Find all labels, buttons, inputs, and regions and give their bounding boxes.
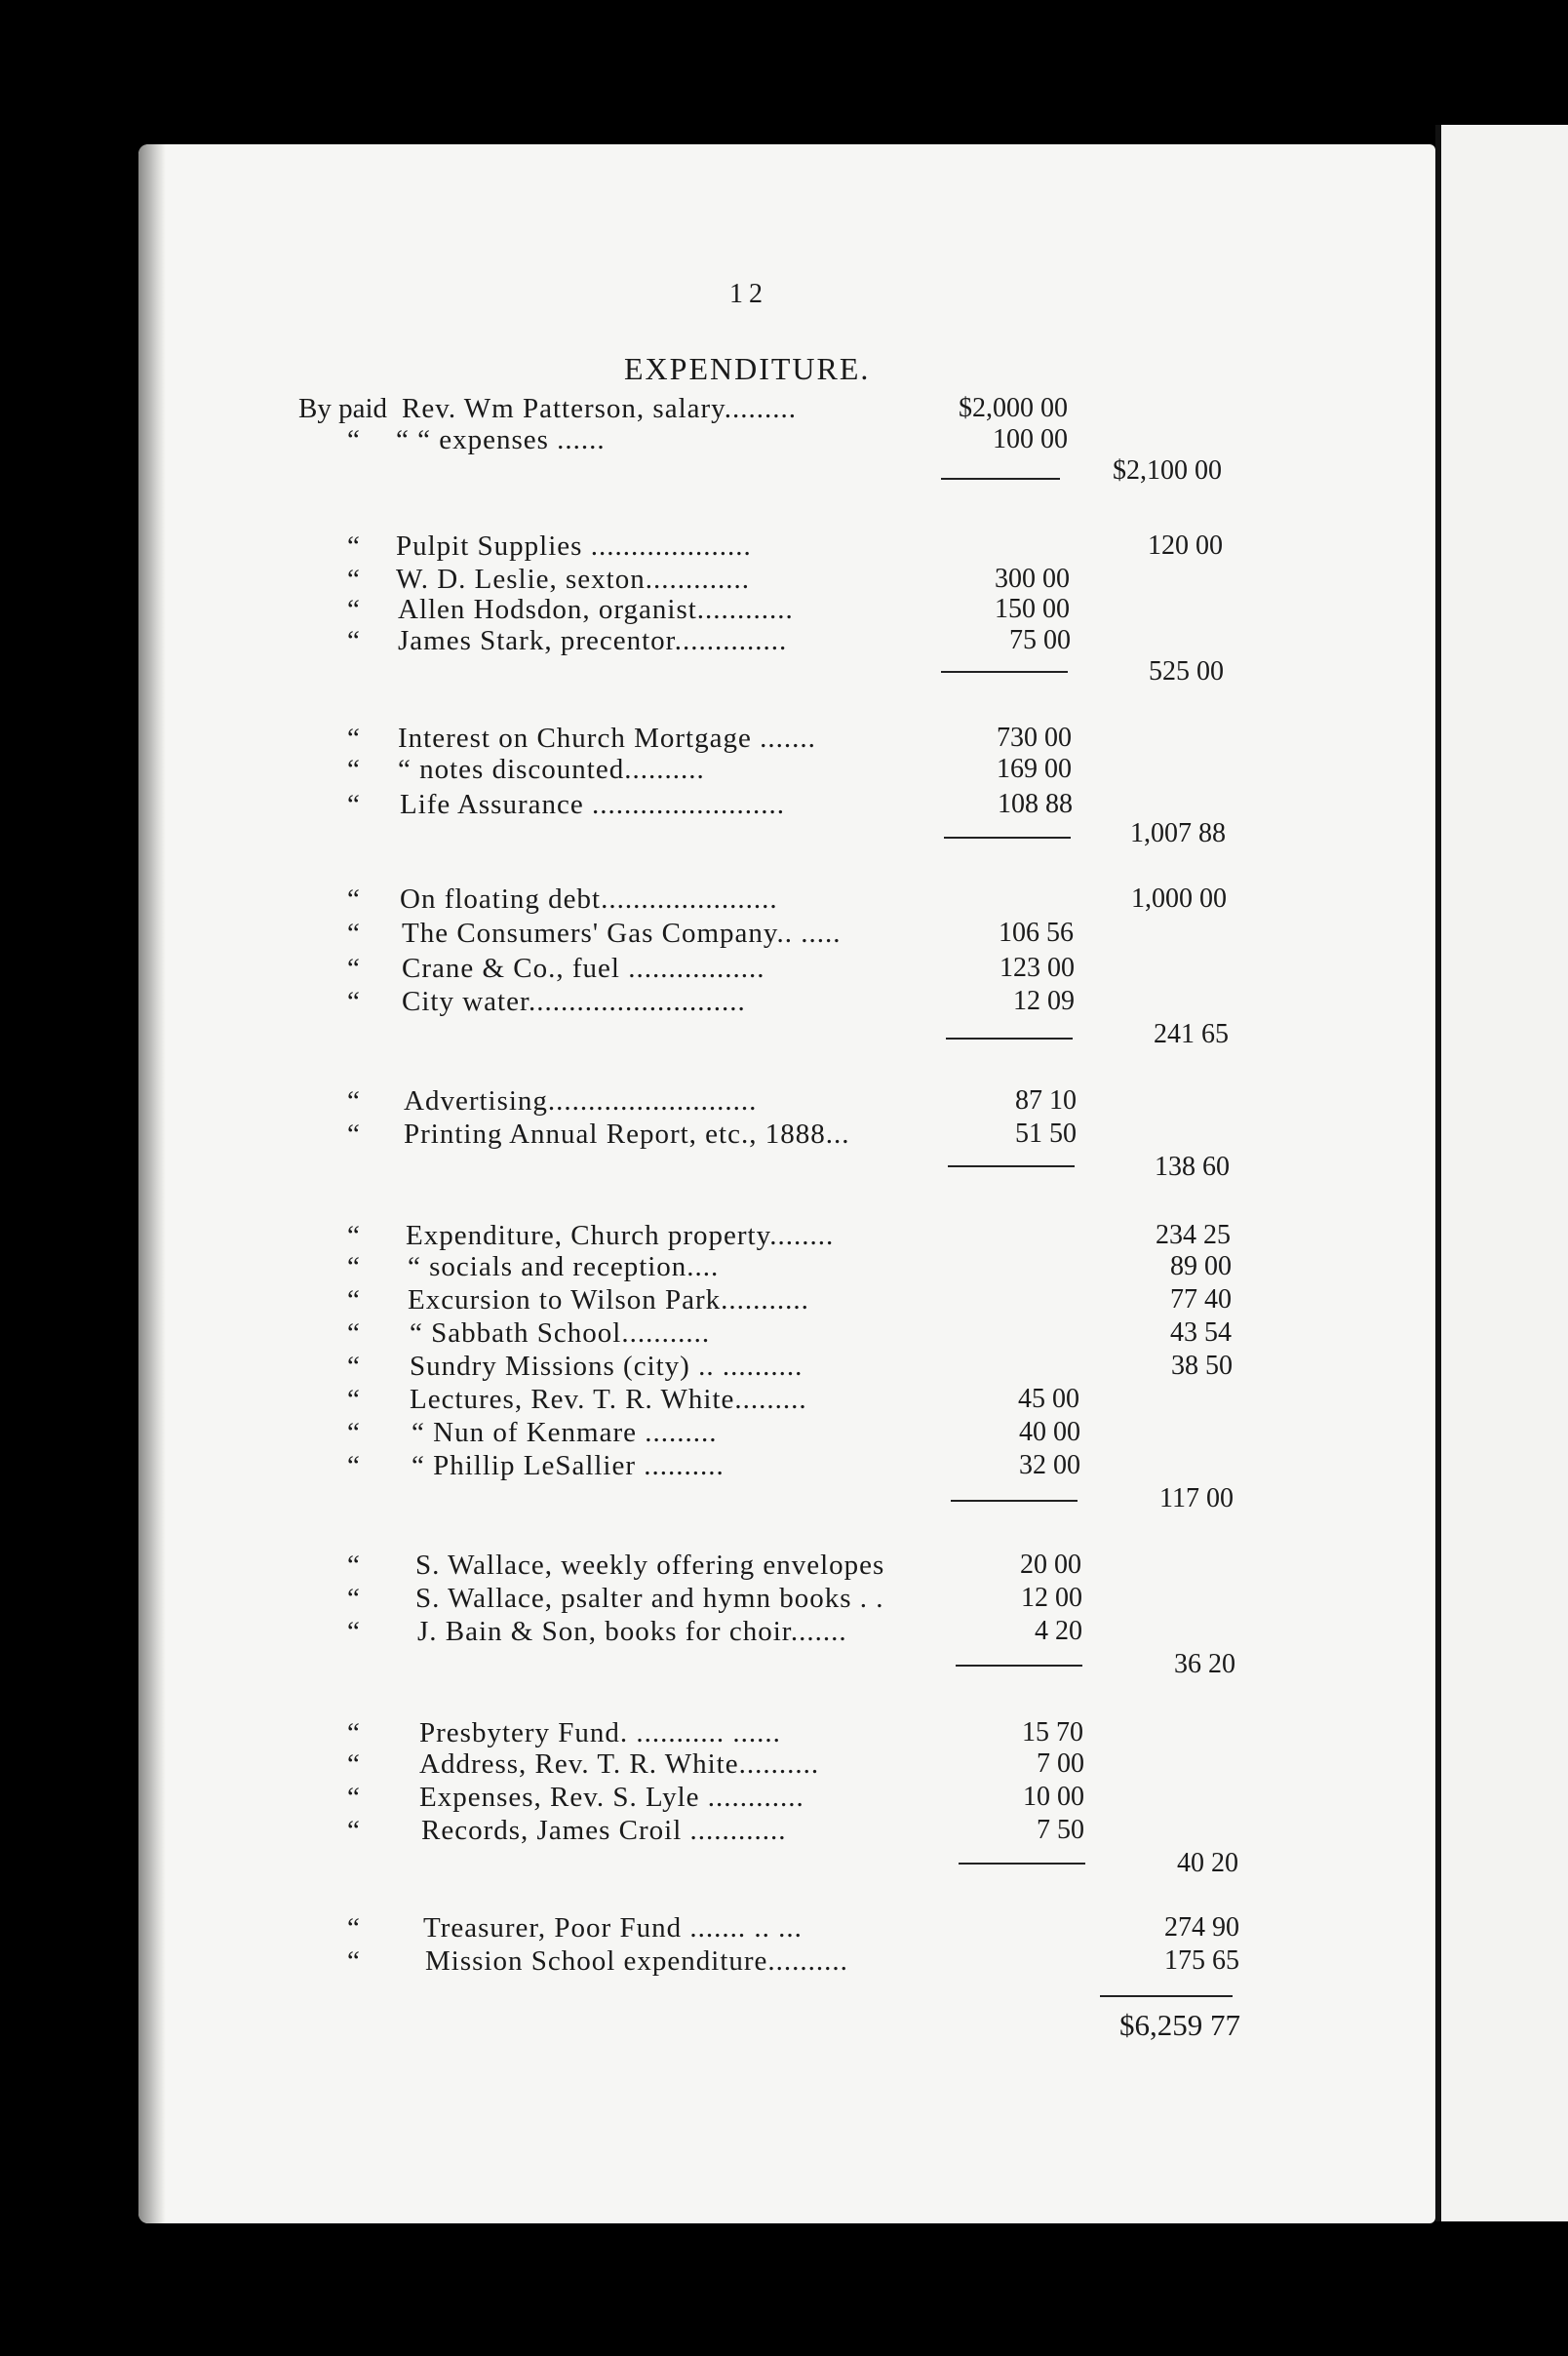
line-item-label: Rev. Wm Patterson, salary......... [402,393,798,424]
line-item-label: S. Wallace, weekly offering envelopes [415,1550,885,1581]
item-amount: 15 70 [1022,1717,1083,1747]
ditto-mark: “ [347,1384,360,1415]
ditto-mark: “ [347,1251,360,1282]
line-item-label: Life Assurance ........................ [400,789,785,820]
subtotal-rule [959,1863,1085,1865]
line-item-label: Expenses, Rev. S. Lyle ............ [419,1782,804,1813]
ditto-mark: “ [347,1119,360,1150]
item-amount: 32 00 [1019,1450,1080,1480]
line-item-label: “ notes discounted.......... [398,754,705,785]
grand-total: $6,259 77 [1119,2008,1240,2042]
ditto-mark: “ [347,1317,360,1349]
ditto-mark: “ [347,986,360,1017]
page-spine [138,144,166,2223]
item-amount: 45 00 [1018,1384,1079,1414]
group-total: 36 20 [1174,1649,1235,1679]
item-amount: 12 09 [1013,986,1075,1016]
item-amount: 75 00 [1009,625,1071,655]
subtotal-rule [948,1165,1075,1167]
ditto-mark: “ [347,953,360,984]
ditto-mark: “ [347,884,360,915]
group-total: 241 65 [1154,1019,1229,1049]
line-item-label: Expenditure, Church property........ [406,1220,835,1251]
ditto-mark: “ [347,1748,360,1780]
line-item-label: Excursion to Wilson Park........... [408,1284,809,1315]
line-item-label: S. Wallace, psalter and hymn books . . [415,1583,884,1614]
line-item-label: Printing Annual Report, etc., 1888... [404,1119,850,1150]
ditto-mark: “ [347,530,360,562]
ditto-mark: “ [347,625,360,656]
item-amount: 123 00 [1000,953,1075,983]
line-item-label: On floating debt...................... [400,884,778,915]
line-item-label: J. Bain & Son, books for choir....... [417,1616,847,1647]
item-amount: 40 00 [1019,1417,1080,1447]
item-amount: 20 00 [1020,1550,1081,1580]
ditto-mark: “ [347,1450,360,1481]
group-total: 38 50 [1171,1351,1233,1381]
line-item-label: “ Sabbath School........... [410,1317,711,1349]
ditto-mark: “ [347,1945,360,1977]
ditto-mark: “ [347,1782,360,1813]
group-total: 1,000 00 [1131,884,1227,914]
item-amount: 51 50 [1015,1119,1077,1149]
group-total: 77 40 [1170,1284,1232,1315]
ditto-mark: “ [347,564,360,595]
page-gutter [1435,125,1441,2221]
ditto-mark: “ [347,1815,360,1846]
group-total: 43 54 [1170,1317,1232,1348]
item-amount: 100 00 [993,424,1068,454]
group-total: 234 25 [1156,1220,1231,1250]
line-item-label: W. D. Leslie, sexton............. [396,564,750,595]
ditto-mark: “ [347,1616,360,1647]
item-amount: 7 00 [1037,1748,1084,1779]
item-amount: 87 10 [1015,1085,1077,1116]
item-amount: 10 00 [1023,1782,1084,1812]
subtotal-rule [1100,1995,1233,1997]
line-item-label: “ “ expenses ...... [396,424,606,455]
item-amount: 300 00 [995,564,1070,594]
line-item-label: Lectures, Rev. T. R. White......... [410,1384,807,1415]
subtotal-rule [956,1665,1082,1667]
line-item-label: Allen Hodsdon, organist............ [398,594,794,625]
line-item-label: Address, Rev. T. R. White.......... [419,1748,820,1780]
ditto-mark: “ [347,723,360,754]
ditto-mark: “ [347,789,360,820]
group-total: 138 60 [1155,1152,1230,1182]
group-total: 175 65 [1164,1945,1239,1976]
item-amount: 7 50 [1037,1815,1084,1845]
page-number: 12 [729,279,768,309]
line-item-label: Sundry Missions (city) .. .......... [410,1351,804,1382]
ditto-mark: “ [347,1284,360,1315]
group-total: 525 00 [1149,656,1224,687]
line-item-label: Mission School expenditure.......... [425,1945,848,1977]
subtotal-rule [941,478,1060,480]
group-total: 117 00 [1159,1483,1234,1513]
ditto-mark: “ [347,1351,360,1382]
line-item-label: Interest on Church Mortgage ....... [398,723,816,754]
item-amount: 4 20 [1035,1616,1082,1646]
item-amount: 150 00 [995,594,1070,624]
item-amount: $2,000 00 [959,393,1068,423]
line-item-label: “ Phillip LeSallier .......... [412,1450,725,1481]
adjacent-page [1441,125,1568,2221]
ditto-mark: “ [347,1220,360,1251]
subtotal-rule [946,1038,1073,1040]
ditto-mark: “ [347,424,360,455]
subtotal-rule [944,837,1071,839]
ditto-mark: “ [347,594,360,625]
ditto-mark: “ [347,754,360,785]
ditto-mark: “ [347,1583,360,1614]
line-item-label: Presbytery Fund. ........... ...... [419,1717,781,1748]
item-amount: 169 00 [997,754,1072,784]
group-total: 1,007 88 [1130,818,1226,848]
ditto-mark: “ [347,918,360,949]
line-item-label: “ Nun of Kenmare ......... [412,1417,718,1448]
line-item-label: Treasurer, Poor Fund ....... .. ... [423,1912,803,1944]
line-item-label: Crane & Co., fuel ................. [402,953,765,984]
subtotal-rule [941,671,1068,673]
subtotal-rule [951,1500,1078,1502]
group-total: $2,100 00 [1113,455,1222,486]
ditto-mark: “ [347,1717,360,1748]
group-total: 89 00 [1170,1251,1232,1281]
ditto-mark: “ [347,1417,360,1448]
line-item-label: The Consumers' Gas Company.. ..... [402,918,842,949]
line-item-label: “ socials and reception.... [408,1251,720,1282]
ditto-mark: “ [347,1550,360,1581]
item-amount: 106 56 [999,918,1074,948]
group-total: 120 00 [1148,530,1223,561]
item-amount: 108 88 [998,789,1073,819]
ditto-mark: “ [347,1085,360,1117]
line-item-label: Advertising.......................... [404,1085,758,1117]
item-amount: 12 00 [1021,1583,1082,1613]
group-total: 274 90 [1164,1912,1239,1943]
page-title: EXPENDITURE. [624,351,871,386]
line-item-label: Records, James Croil ............ [421,1815,787,1846]
line-item-label: James Stark, precentor.............. [398,625,788,656]
line-item-label: Pulpit Supplies .................... [396,530,752,562]
line-item-label: City water........................... [402,986,746,1017]
ditto-mark: By paid [298,393,388,424]
ditto-mark: “ [347,1912,360,1944]
item-amount: 730 00 [997,723,1072,753]
group-total: 40 20 [1177,1848,1238,1878]
